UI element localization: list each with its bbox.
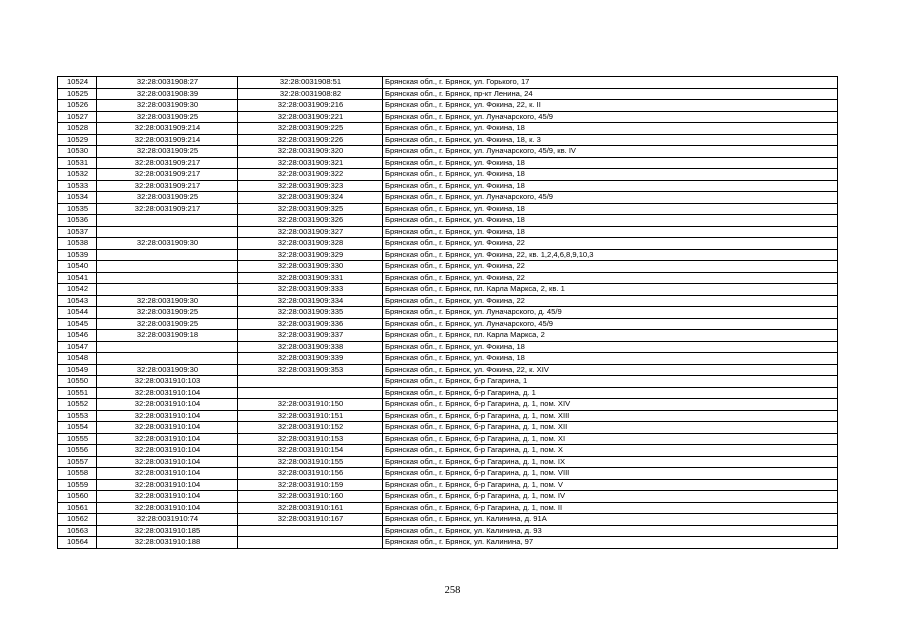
address-cell: Брянская обл., г. Брянск, б-р Гагарина, д. 1, пом. XIV xyxy=(383,399,838,411)
address-cell: Брянская обл., г. Брянск, б-р Гагарина, 1 xyxy=(383,376,838,388)
cadastral-number-cell: 32:28:0031909:335 xyxy=(238,307,383,319)
row-number-cell: 10551 xyxy=(58,387,97,399)
cadastral-number-cell: 32:28:0031909:333 xyxy=(238,284,383,296)
address-cell: Брянская обл., г. Брянск, ул. Фокина, 18 xyxy=(383,180,838,192)
parent-cadastral-number-cell: 32:28:0031910:104 xyxy=(97,479,238,491)
parent-cadastral-number-cell: 32:28:0031909:30 xyxy=(97,364,238,376)
address-cell: Брянская обл., г. Брянск, ул. Луначарского, 45/9 xyxy=(383,111,838,123)
parent-cadastral-number-cell: 32:28:0031910:104 xyxy=(97,491,238,503)
cadastral-number-cell: 32:28:0031909:325 xyxy=(238,203,383,215)
address-cell: Брянская обл., г. Брянск, ул. Фокина, 22, к. XIV xyxy=(383,364,838,376)
table-row xyxy=(58,318,838,330)
address-cell: Брянская обл., г. Брянск, ул. Фокина, 22 xyxy=(383,295,838,307)
row-number-cell: 10564 xyxy=(58,537,97,549)
row-number-cell: 10533 xyxy=(58,180,97,192)
address-cell: Брянская обл., г. Брянск, ул. Фокина, 18 xyxy=(383,353,838,365)
row-number-cell: 10544 xyxy=(58,307,97,319)
address-cell: Брянская обл., г. Брянск, ул. Фокина, 18 xyxy=(383,203,838,215)
table-row xyxy=(58,226,838,238)
cadastral-number-cell: 32:28:0031909:324 xyxy=(238,192,383,204)
table-row xyxy=(58,307,838,319)
parent-cadastral-number-cell xyxy=(97,215,238,227)
parent-cadastral-number-cell: 32:28:0031910:104 xyxy=(97,422,238,434)
cadastral-number-cell: 32:28:0031909:321 xyxy=(238,157,383,169)
table-row xyxy=(58,123,838,135)
table-row xyxy=(58,468,838,480)
cadastral-number-cell: 32:28:0031909:327 xyxy=(238,226,383,238)
table-row xyxy=(58,479,838,491)
table-row xyxy=(58,353,838,365)
cadastral-number-cell: 32:28:0031908:82 xyxy=(238,88,383,100)
row-number-cell: 10556 xyxy=(58,445,97,457)
row-number-cell: 10527 xyxy=(58,111,97,123)
row-number-cell: 10562 xyxy=(58,514,97,526)
row-number-cell: 10531 xyxy=(58,157,97,169)
address-cell: Брянская обл., г. Брянск, б-р Гагарина, д. 1, пом. V xyxy=(383,479,838,491)
cadastral-number-cell: 32:28:0031910:150 xyxy=(238,399,383,411)
cadastral-number-cell xyxy=(238,525,383,537)
table-row xyxy=(58,491,838,503)
address-cell: Брянская обл., г. Брянск, ул. Фокина, 18 xyxy=(383,226,838,238)
row-number-cell: 10557 xyxy=(58,456,97,468)
address-cell: Брянская обл., г. Брянск, б-р Гагарина, д. 1, пом. VIII xyxy=(383,468,838,480)
row-number-cell: 10530 xyxy=(58,146,97,158)
cadastral-number-cell: 32:28:0031909:336 xyxy=(238,318,383,330)
address-cell: Брянская обл., г. Брянск, б-р Гагарина, д. 1, пом. IX xyxy=(383,456,838,468)
cadastral-number-cell: 32:28:0031909:331 xyxy=(238,272,383,284)
cadastral-number-cell: 32:28:0031909:216 xyxy=(238,100,383,112)
cadastral-number-cell: 32:28:0031909:330 xyxy=(238,261,383,273)
cadastral-number-cell: 32:28:0031910:160 xyxy=(238,491,383,503)
cadastral-number-cell: 32:28:0031909:226 xyxy=(238,134,383,146)
cadastral-number-cell: 32:28:0031909:328 xyxy=(238,238,383,250)
address-cell: Брянская обл., г. Брянск, пр-кт Ленина, 24 xyxy=(383,88,838,100)
address-cell: Брянская обл., г. Брянск, ул. Горького, 17 xyxy=(383,77,838,89)
address-cell: Брянская обл., г. Брянск, б-р Гагарина, д. 1, пом. XIII xyxy=(383,410,838,422)
parent-cadastral-number-cell: 32:28:0031909:217 xyxy=(97,203,238,215)
table-row xyxy=(58,261,838,273)
address-cell: Брянская обл., г. Брянск, б-р Гагарина, д. 1, пом. X xyxy=(383,445,838,457)
row-number-cell: 10542 xyxy=(58,284,97,296)
address-cell: Брянская обл., г. Брянск, ул. Фокина, 18 xyxy=(383,169,838,181)
row-number-cell: 10563 xyxy=(58,525,97,537)
parent-cadastral-number-cell: 32:28:0031909:30 xyxy=(97,100,238,112)
table-row xyxy=(58,169,838,181)
address-cell: Брянская обл., г. Брянск, ул. Фокина, 22 xyxy=(383,238,838,250)
cadastral-number-cell: 32:28:0031909:320 xyxy=(238,146,383,158)
address-cell: Брянская обл., г. Брянск, ул. Фокина, 22 xyxy=(383,261,838,273)
cadastral-number-cell: 32:28:0031909:225 xyxy=(238,123,383,135)
row-number-cell: 10558 xyxy=(58,468,97,480)
cadastral-number-cell: 32:28:0031910:154 xyxy=(238,445,383,457)
row-number-cell: 10534 xyxy=(58,192,97,204)
parent-cadastral-number-cell: 32:28:0031909:25 xyxy=(97,146,238,158)
row-number-cell: 10528 xyxy=(58,123,97,135)
parent-cadastral-number-cell: 32:28:0031910:104 xyxy=(97,387,238,399)
row-number-cell: 10543 xyxy=(58,295,97,307)
table-row xyxy=(58,146,838,158)
cadastral-number-cell: 32:28:0031909:334 xyxy=(238,295,383,307)
cadastral-number-cell: 32:28:0031909:338 xyxy=(238,341,383,353)
cadastral-table xyxy=(57,76,838,549)
table-row xyxy=(58,215,838,227)
address-cell: Брянская обл., г. Брянск, ул. Фокина, 18, к. 3 xyxy=(383,134,838,146)
table-row xyxy=(58,537,838,549)
parent-cadastral-number-cell xyxy=(97,284,238,296)
address-cell: Брянская обл., г. Брянск, ул. Луначарского, д. 45/9 xyxy=(383,307,838,319)
table-row xyxy=(58,77,838,89)
address-cell: Брянская обл., г. Брянск, ул. Калинина, д. 91А xyxy=(383,514,838,526)
cadastral-number-cell: 32:28:0031908:51 xyxy=(238,77,383,89)
row-number-cell: 10541 xyxy=(58,272,97,284)
cadastral-number-cell: 32:28:0031909:221 xyxy=(238,111,383,123)
table-row xyxy=(58,88,838,100)
address-cell: Брянская обл., г. Брянск, ул. Фокина, 18 xyxy=(383,215,838,227)
row-number-cell: 10545 xyxy=(58,318,97,330)
address-cell: Брянская обл., г. Брянск, б-р Гагарина, д. 1, пом. XI xyxy=(383,433,838,445)
parent-cadastral-number-cell: 32:28:0031910:104 xyxy=(97,456,238,468)
parent-cadastral-number-cell xyxy=(97,249,238,261)
cadastral-number-cell: 32:28:0031909:322 xyxy=(238,169,383,181)
cadastral-number-cell: 32:28:0031909:323 xyxy=(238,180,383,192)
row-number-cell: 10549 xyxy=(58,364,97,376)
table-row xyxy=(58,387,838,399)
parent-cadastral-number-cell: 32:28:0031909:30 xyxy=(97,238,238,250)
row-number-cell: 10547 xyxy=(58,341,97,353)
parent-cadastral-number-cell xyxy=(97,341,238,353)
table-row xyxy=(58,341,838,353)
cadastral-number-cell xyxy=(238,387,383,399)
table-row xyxy=(58,238,838,250)
parent-cadastral-number-cell: 32:28:0031910:74 xyxy=(97,514,238,526)
cadastral-number-cell: 32:28:0031910:159 xyxy=(238,479,383,491)
address-cell: Брянская обл., г. Брянск, б-р Гагарина, д. 1, пом. XII xyxy=(383,422,838,434)
parent-cadastral-number-cell: 32:28:0031910:188 xyxy=(97,537,238,549)
address-cell: Брянская обл., г. Брянск, пл. Карла Маркса, 2 xyxy=(383,330,838,342)
parent-cadastral-number-cell: 32:28:0031909:30 xyxy=(97,295,238,307)
parent-cadastral-number-cell: 32:28:0031910:104 xyxy=(97,433,238,445)
parent-cadastral-number-cell: 32:28:0031909:214 xyxy=(97,134,238,146)
cadastral-number-cell: 32:28:0031910:151 xyxy=(238,410,383,422)
address-cell: Брянская обл., г. Брянск, ул. Луначарского, 45/9 xyxy=(383,192,838,204)
cadastral-number-cell: 32:28:0031910:155 xyxy=(238,456,383,468)
table-row xyxy=(58,180,838,192)
cadastral-number-cell: 32:28:0031910:153 xyxy=(238,433,383,445)
parent-cadastral-number-cell xyxy=(97,272,238,284)
row-number-cell: 10560 xyxy=(58,491,97,503)
parent-cadastral-number-cell: 32:28:0031910:104 xyxy=(97,502,238,514)
parent-cadastral-number-cell: 32:28:0031910:104 xyxy=(97,445,238,457)
row-number-cell: 10536 xyxy=(58,215,97,227)
table-row xyxy=(58,410,838,422)
row-number-cell: 10525 xyxy=(58,88,97,100)
table-row xyxy=(58,514,838,526)
table-row xyxy=(58,249,838,261)
table-row xyxy=(58,399,838,411)
cadastral-number-cell xyxy=(238,537,383,549)
parent-cadastral-number-cell: 32:28:0031908:39 xyxy=(97,88,238,100)
parent-cadastral-number-cell: 32:28:0031910:103 xyxy=(97,376,238,388)
parent-cadastral-number-cell: 32:28:0031909:25 xyxy=(97,192,238,204)
parent-cadastral-number-cell xyxy=(97,261,238,273)
row-number-cell: 10554 xyxy=(58,422,97,434)
address-cell: Брянская обл., г. Брянск, ул. Фокина, 18 xyxy=(383,157,838,169)
cadastral-number-cell xyxy=(238,376,383,388)
parent-cadastral-number-cell: 32:28:0031910:185 xyxy=(97,525,238,537)
parent-cadastral-number-cell: 32:28:0031909:217 xyxy=(97,169,238,181)
cadastral-number-cell: 32:28:0031909:337 xyxy=(238,330,383,342)
parent-cadastral-number-cell: 32:28:0031909:25 xyxy=(97,318,238,330)
table-row xyxy=(58,100,838,112)
parent-cadastral-number-cell: 32:28:0031909:18 xyxy=(97,330,238,342)
parent-cadastral-number-cell: 32:28:0031910:104 xyxy=(97,468,238,480)
parent-cadastral-number-cell: 32:28:0031909:217 xyxy=(97,157,238,169)
table-row xyxy=(58,422,838,434)
cadastral-number-cell: 32:28:0031910:156 xyxy=(238,468,383,480)
table-row xyxy=(58,284,838,296)
parent-cadastral-number-cell: 32:28:0031908:27 xyxy=(97,77,238,89)
address-cell: Брянская обл., г. Брянск, б-р Гагарина, д. 1, пом. IV xyxy=(383,491,838,503)
cadastral-number-cell: 32:28:0031910:152 xyxy=(238,422,383,434)
table-body xyxy=(58,77,838,549)
row-number-cell: 10535 xyxy=(58,203,97,215)
parent-cadastral-number-cell: 32:28:0031910:104 xyxy=(97,399,238,411)
table-row xyxy=(58,376,838,388)
address-cell: Брянская обл., г. Брянск, ул. Калинина, д. 93 xyxy=(383,525,838,537)
table-row xyxy=(58,295,838,307)
parent-cadastral-number-cell: 32:28:0031909:25 xyxy=(97,307,238,319)
table-row xyxy=(58,525,838,537)
row-number-cell: 10537 xyxy=(58,226,97,238)
address-cell: Брянская обл., г. Брянск, ул. Луначарского, 45/9, кв. IV xyxy=(383,146,838,158)
table-row xyxy=(58,502,838,514)
address-cell: Брянская обл., г. Брянск, пл. Карла Маркса, 2, кв. 1 xyxy=(383,284,838,296)
table-row xyxy=(58,111,838,123)
table-row xyxy=(58,364,838,376)
row-number-cell: 10550 xyxy=(58,376,97,388)
table-row xyxy=(58,203,838,215)
row-number-cell: 10552 xyxy=(58,399,97,411)
table-row xyxy=(58,330,838,342)
table-row xyxy=(58,456,838,468)
address-cell: Брянская обл., г. Брянск, б-р Гагарина, д. 1 xyxy=(383,387,838,399)
address-cell: Брянская обл., г. Брянск, ул. Калинина, 97 xyxy=(383,537,838,549)
cadastral-number-cell: 32:28:0031909:353 xyxy=(238,364,383,376)
table-row xyxy=(58,134,838,146)
address-cell: Брянская обл., г. Брянск, б-р Гагарина, д. 1, пом. II xyxy=(383,502,838,514)
row-number-cell: 10529 xyxy=(58,134,97,146)
cadastral-number-cell: 32:28:0031909:329 xyxy=(238,249,383,261)
table-row xyxy=(58,445,838,457)
row-number-cell: 10532 xyxy=(58,169,97,181)
cadastral-number-cell: 32:28:0031910:167 xyxy=(238,514,383,526)
address-cell: Брянская обл., г. Брянск, ул. Фокина, 22 xyxy=(383,272,838,284)
cadastral-number-cell: 32:28:0031910:161 xyxy=(238,502,383,514)
row-number-cell: 10548 xyxy=(58,353,97,365)
cadastral-number-cell: 32:28:0031909:326 xyxy=(238,215,383,227)
table-row xyxy=(58,433,838,445)
table-row xyxy=(58,192,838,204)
address-cell: Брянская обл., г. Брянск, ул. Фокина, 22, к. II xyxy=(383,100,838,112)
parent-cadastral-number-cell: 32:28:0031909:214 xyxy=(97,123,238,135)
row-number-cell: 10526 xyxy=(58,100,97,112)
row-number-cell: 10546 xyxy=(58,330,97,342)
parent-cadastral-number-cell: 32:28:0031909:25 xyxy=(97,111,238,123)
row-number-cell: 10553 xyxy=(58,410,97,422)
cadastral-number-cell: 32:28:0031909:339 xyxy=(238,353,383,365)
row-number-cell: 10538 xyxy=(58,238,97,250)
table-row xyxy=(58,157,838,169)
row-number-cell: 10555 xyxy=(58,433,97,445)
row-number-cell: 10524 xyxy=(58,77,97,89)
address-cell: Брянская обл., г. Брянск, ул. Фокина, 22, кв. 1,2,4,6,8,9,10,3 xyxy=(383,249,838,261)
parent-cadastral-number-cell xyxy=(97,353,238,365)
table-row xyxy=(58,272,838,284)
parent-cadastral-number-cell: 32:28:0031909:217 xyxy=(97,180,238,192)
address-cell: Брянская обл., г. Брянск, ул. Фокина, 18 xyxy=(383,123,838,135)
row-number-cell: 10561 xyxy=(58,502,97,514)
address-cell: Брянская обл., г. Брянск, ул. Луначарского, 45/9 xyxy=(383,318,838,330)
row-number-cell: 10540 xyxy=(58,261,97,273)
row-number-cell: 10559 xyxy=(58,479,97,491)
row-number-cell: 10539 xyxy=(58,249,97,261)
page-number: 258 xyxy=(444,585,461,596)
parent-cadastral-number-cell xyxy=(97,226,238,238)
parent-cadastral-number-cell: 32:28:0031910:104 xyxy=(97,410,238,422)
address-cell: Брянская обл., г. Брянск, ул. Фокина, 18 xyxy=(383,341,838,353)
